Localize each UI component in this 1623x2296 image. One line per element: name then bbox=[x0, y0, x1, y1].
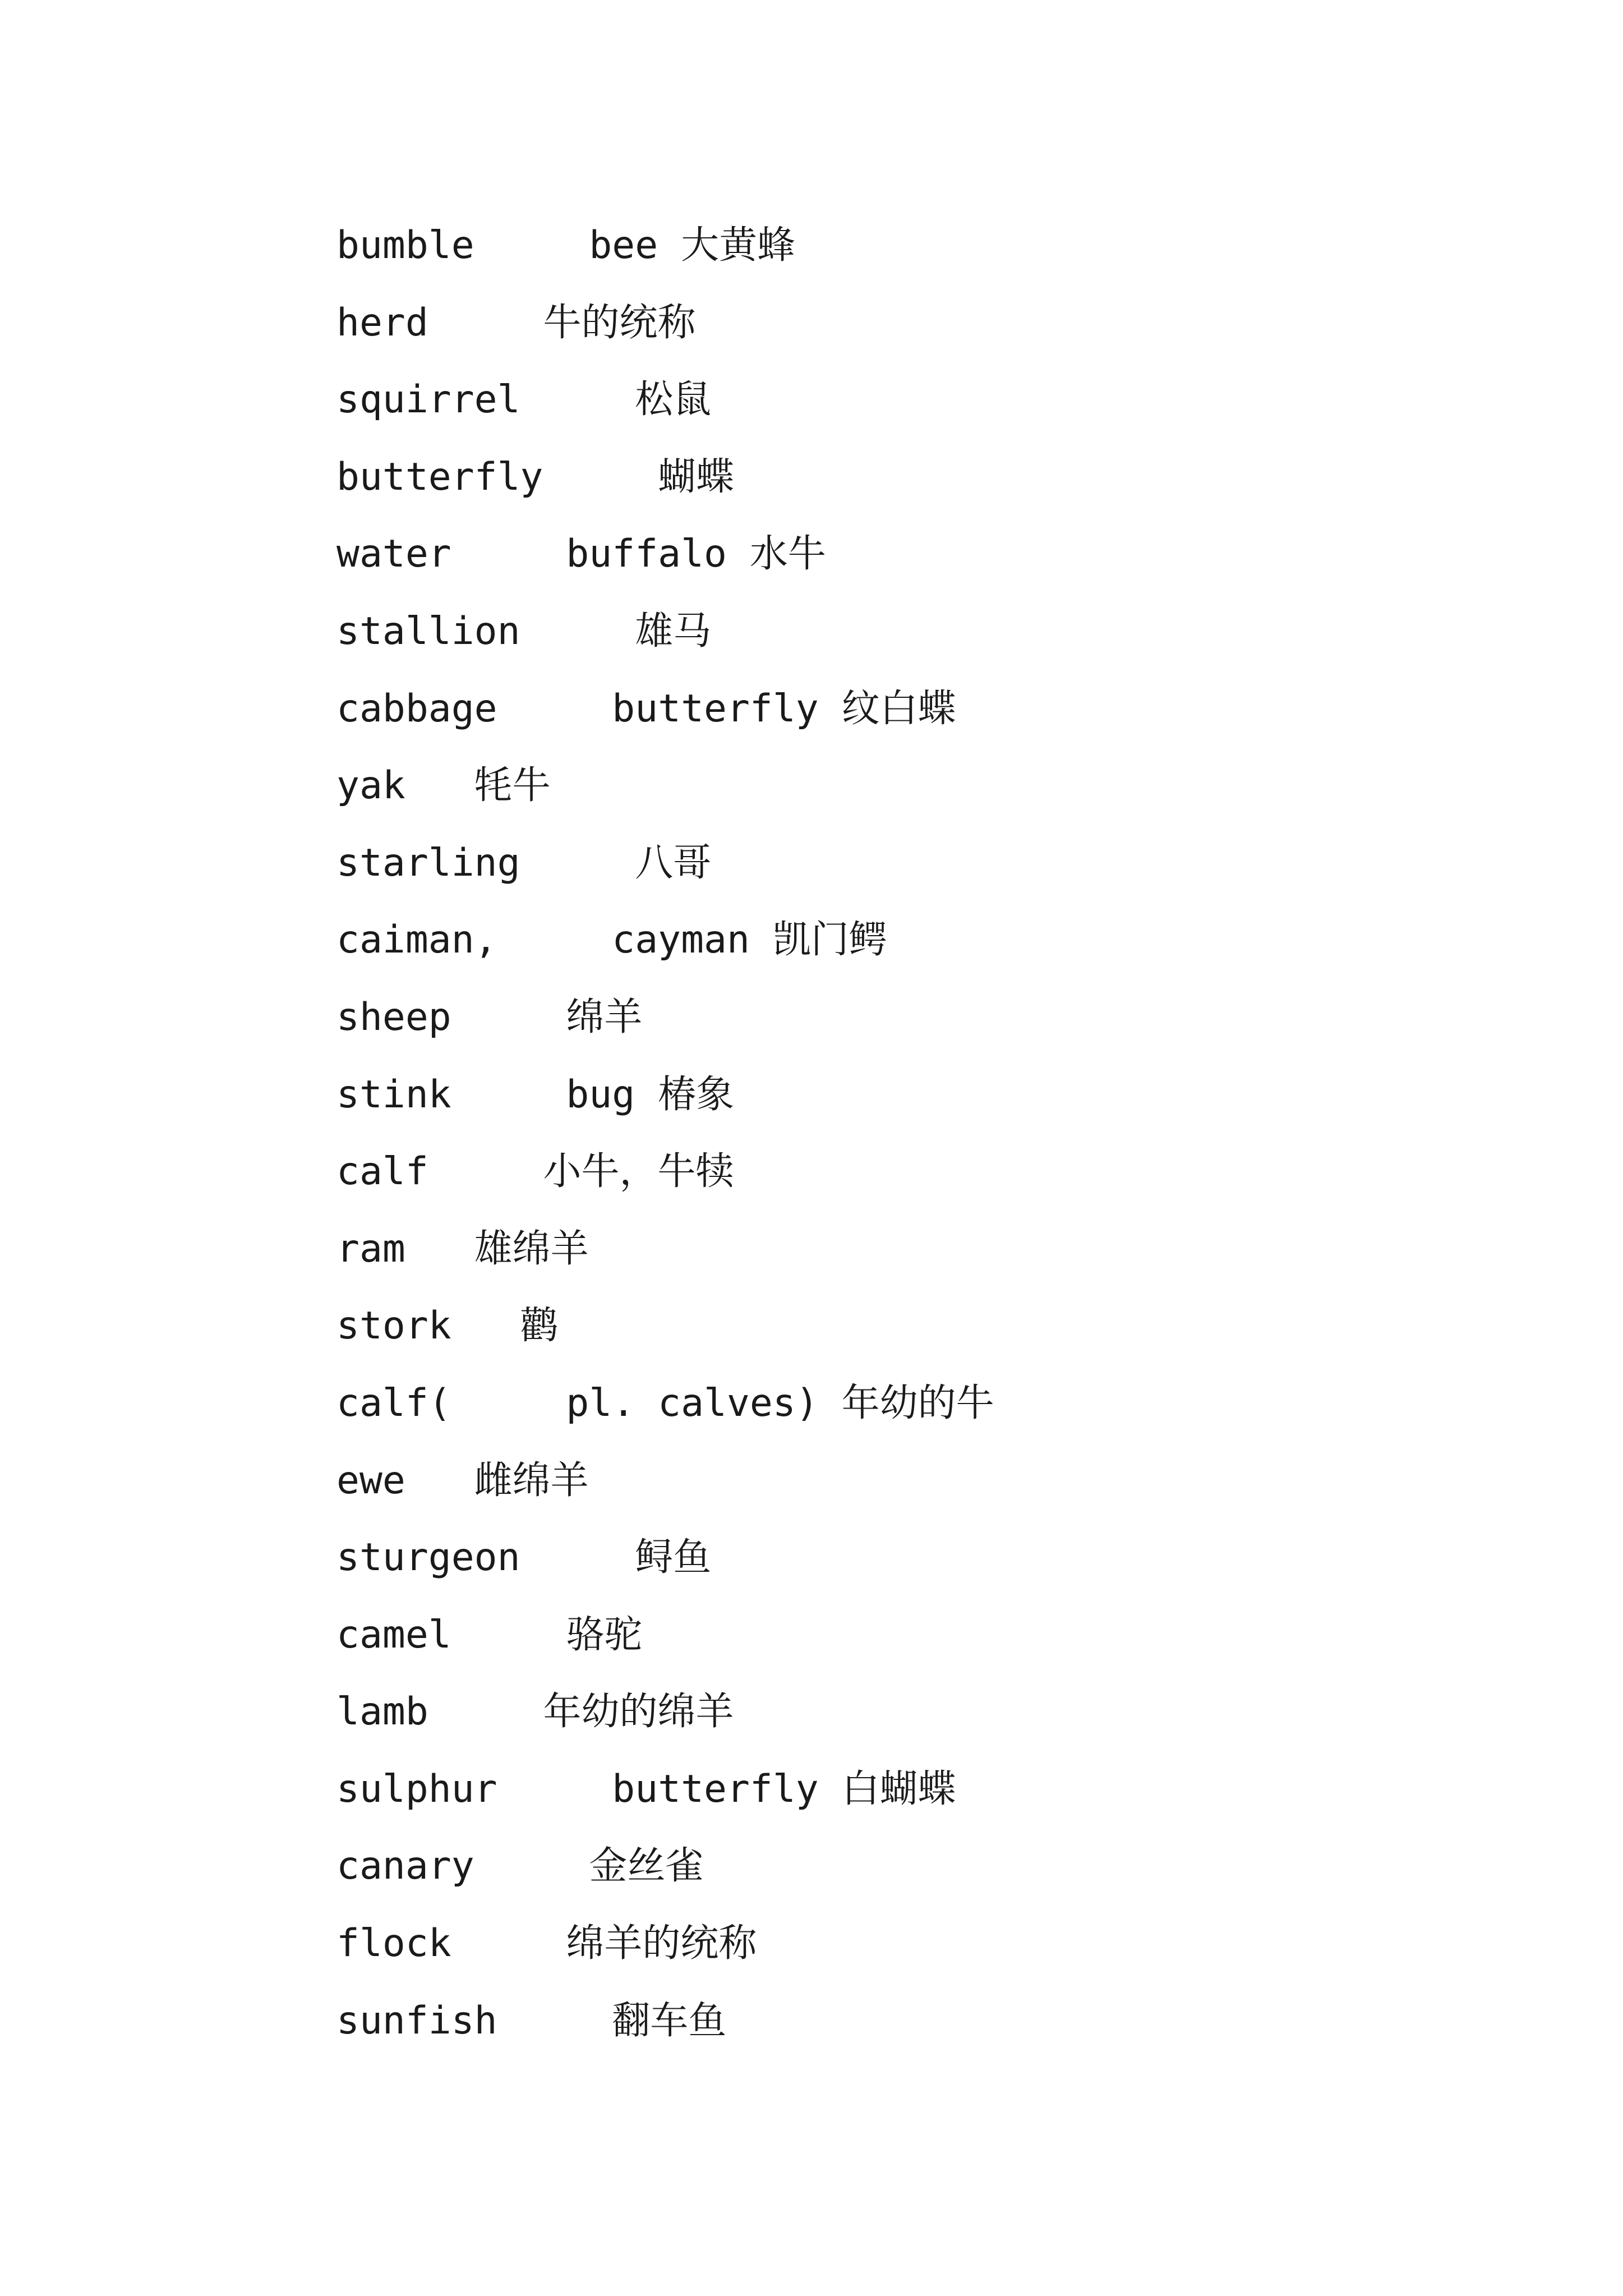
vocabulary-entry: water buffalo 水牛 bbox=[336, 532, 826, 577]
vocabulary-entry: camel 骆驼 bbox=[336, 1612, 643, 1657]
vocabulary-entry: squirrel 松鼠 bbox=[336, 378, 712, 422]
vocabulary-entry: herd 牛的统称 bbox=[336, 300, 696, 345]
vocabulary-entry: calf 小牛，牛犊 bbox=[336, 1149, 734, 1194]
vocabulary-entry: sulphur butterfly 白蝴蝶 bbox=[336, 1766, 956, 1811]
vocabulary-entry: calf( pl. calves) 年幼的牛 bbox=[336, 1381, 994, 1425]
vocabulary-entry: yak 牦牛 bbox=[336, 763, 551, 808]
vocabulary-entry: stork 鹳 bbox=[336, 1304, 559, 1349]
vocabulary-entry: cabbage butterfly 纹白蝶 bbox=[336, 686, 956, 731]
vocabulary-entry: butterfly 蝴蝶 bbox=[336, 454, 735, 499]
vocabulary-entry: canary 金丝雀 bbox=[336, 1844, 704, 1889]
vocabulary-entry: sunfish 翻车鱼 bbox=[336, 1998, 727, 2043]
vocabulary-entry: bumble bee 大黄蜂 bbox=[336, 223, 796, 268]
vocabulary-entry: stallion 雄马 bbox=[336, 609, 712, 654]
vocabulary-list bbox=[336, 218, 994, 2070]
vocabulary-entry: sturgeon 鲟鱼 bbox=[336, 1535, 712, 1580]
vocabulary-entry: sheep 绵羊 bbox=[336, 995, 643, 1039]
vocabulary-entry: caiman, cayman 凯门鳄 bbox=[336, 918, 887, 963]
vocabulary-entry: lamb 年幼的绵羊 bbox=[336, 1690, 734, 1734]
vocabulary-entry: ewe 雌绵羊 bbox=[336, 1458, 589, 1503]
vocabulary-entry: stink bug 椿象 bbox=[336, 1072, 735, 1117]
vocabulary-entry: flock 绵羊的统称 bbox=[336, 1921, 757, 1966]
vocabulary-entry: ram 雄绵羊 bbox=[336, 1226, 589, 1271]
vocabulary-entry: starling 八哥 bbox=[336, 840, 712, 885]
